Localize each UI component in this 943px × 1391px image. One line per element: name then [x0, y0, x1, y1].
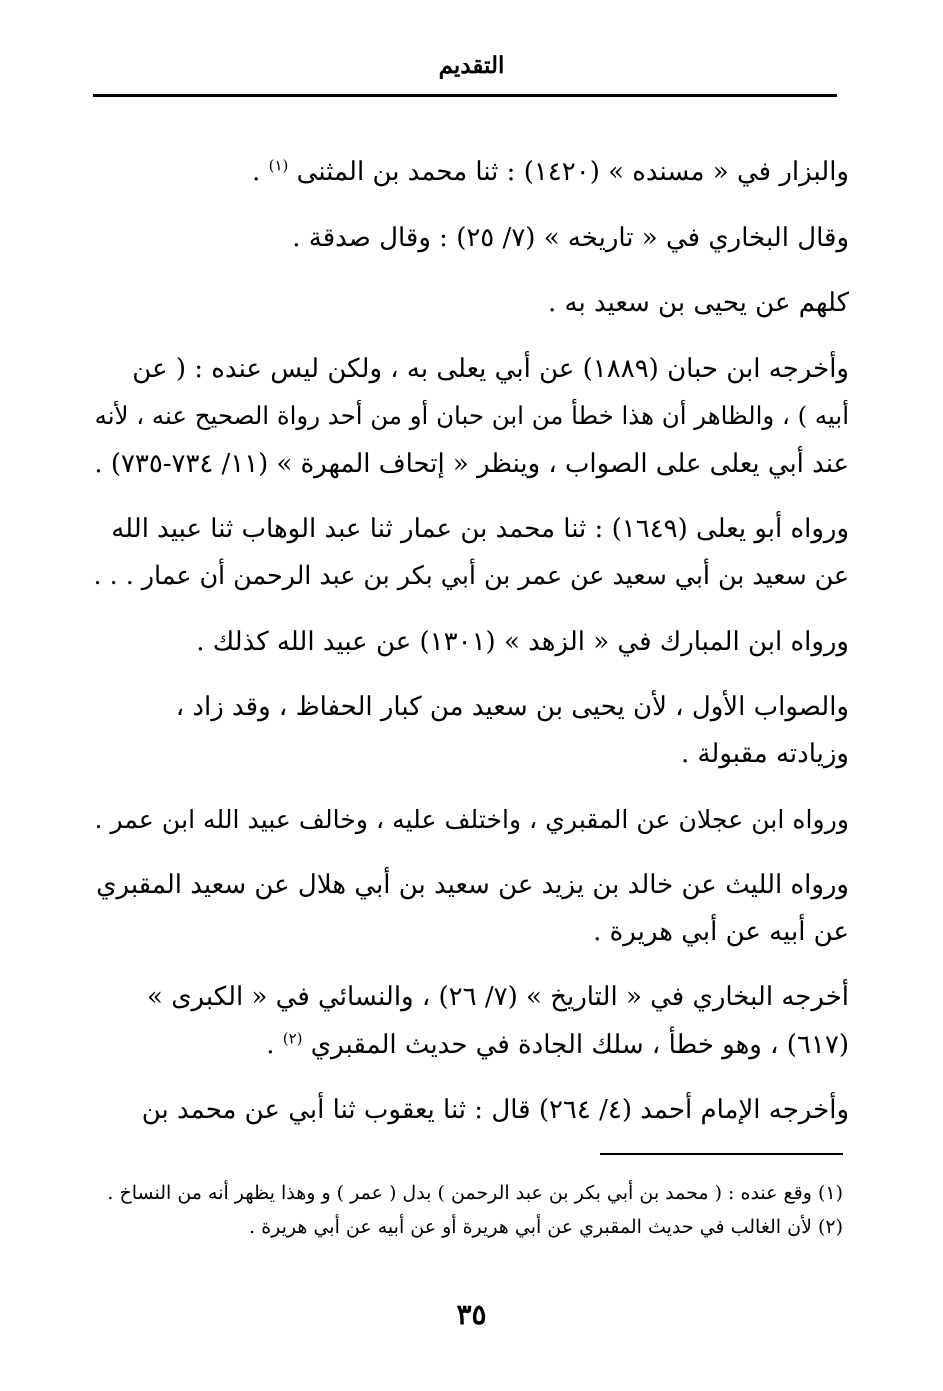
- body-line: وأخرجه ابن حبان (١٨٨٩) عن أبي يعلى به ، ولكن ليس عنده : ( عن: [132, 354, 849, 384]
- body-line: أخرجه البخاري في « التاريخ » (٧/ ٢٦) ، والنسائي في « الكبرى »: [147, 982, 849, 1012]
- footnote-ref: (١): [268, 156, 289, 175]
- body-line: كلهم عن يحيى بن سعيد به .: [548, 288, 849, 318]
- body-line: عن سعيد بن أبي سعيد عن عمر بن أبي بكر بن عبد الرحمن أن عمار . . .: [93, 561, 849, 590]
- body-line: وقال البخاري في « تاريخه » (٧/ ٢٥) : وقال صدقة .: [292, 223, 849, 253]
- footnote: (١) وقع عنده : ( محمد بن أبي بكر بن عبد الرحمن ) بدل ( عمر ) و وهذا يظهر أنه من النساخ .: [107, 1182, 843, 1204]
- body-line: وزيادته مقبولة .: [680, 739, 849, 769]
- body-line: ورواه أبو يعلى (١٦٤٩) : ثنا محمد بن عمار ثنا عبد الوهاب ثنا عبيد الله: [111, 514, 849, 544]
- body-line: والصواب الأول ، لأن يحيى بن سعيد من كبار الحفاظ ، وقد زاد ،: [175, 692, 849, 722]
- body-line: عن أبيه عن أبي هريرة .: [593, 917, 849, 947]
- running-header-title: التقديم: [438, 52, 505, 79]
- body-line: والبزار في « مسنده » (١٤٢٠) : ثنا محمد بن المثنى $^{(١)}$ .: [252, 156, 849, 187]
- footnote-separator: [600, 1153, 843, 1155]
- body-line: ورواه الليث عن خالد بن يزيد عن سعيد بن أبي هلال عن سعيد المقبري: [96, 870, 849, 900]
- body-line: (٦١٧) ، وهو خطأ ، سلك الجادة في حديث المقبري $^{(٢)}$ .: [266, 1029, 849, 1060]
- footnote: (٢) لأن الغالب في حديث المقبري عن أبي هريرة أو عن أبيه عن أبي هريرة .: [249, 1216, 843, 1238]
- body-line: وأخرجه الإمام أحمد (٤/ ٢٦٤) قال : ثنا يعقوب ثنا أبي عن محمد بن: [141, 1095, 849, 1125]
- body-line: ورواه ابن عجلان عن المقبري ، واختلف عليه ، وخالف عبيد الله ابن عمر .: [94, 805, 849, 834]
- header-rule: [93, 94, 837, 97]
- body-line: ورواه ابن المبارك في « الزهد » (١٣٠١) عن عبيد الله كذلك .: [196, 627, 849, 657]
- footnote-ref: (٢): [282, 1029, 303, 1048]
- body-line: عند أبي يعلى على الصواب ، وينظر « إتحاف المهرة » (١١/ ٧٣٤-٧٣٥) .: [94, 449, 849, 479]
- body-line: أبيه ) ، والظاهر أن هذا خطأ من ابن حبان أو من أحد رواة الصحيح عنه ، لأنه: [94, 401, 849, 430]
- page-number: ٣٥: [456, 1298, 487, 1331]
